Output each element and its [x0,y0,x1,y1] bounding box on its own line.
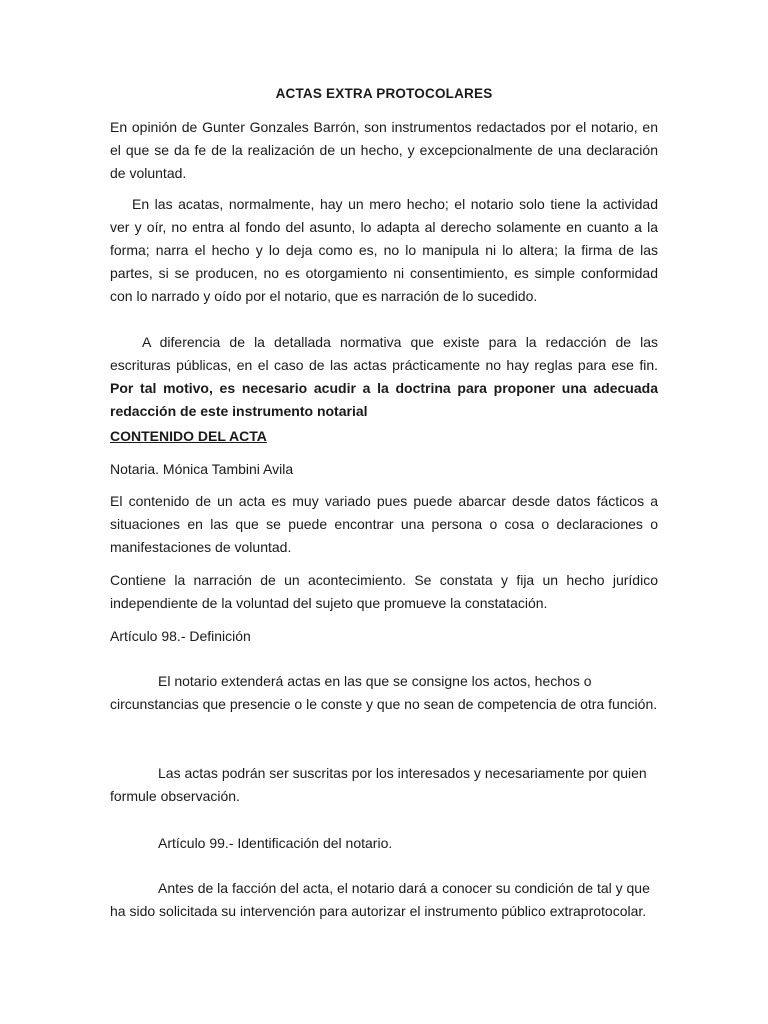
document-page [110,0,658,1024]
article-98-heading: Artículo 98.- Definición [110,628,251,644]
article-99-paragraph-1-text: Antes de la facción del acta, el notario dará a conocer su condición de tal y que ha sido solicitada su intervención para autorizar el instrumento público extraprotocolar. [110,880,650,919]
intro-text: En opinión de Gunter Gonzales Barrón, son instrumentos redactados por el notario, en el que se da fe de la realización de un hecho, y excepcionalmente de una declaración de voluntad. [110,119,658,181]
paragraph-4 [110,490,658,559]
paragraph-2-text: En las acatas, normalmente, hay un mero hecho; el notario solo tiene la actividad ver y oír, no entra al fondo del asunto, lo adapta al derecho solamente en cuanto a la forma; narra el hecho y lo deja como es, no lo manipula ni lo altera; la firma de las partes, si se producen, no es otorgamiento ni consentimiento, es simple conformidad con lo narrado y oído por el notario, que es narración de lo sucedido. [110,196,658,304]
article-99-paragraph-1 [110,877,658,923]
paragraph-3-normal-text: A diferencia de la detallada normativa que existe para la redacción de las escrituras públicas, en el caso de las actas prácticamente no hay reglas para ese fin. [110,334,658,373]
article-99-heading: Artículo 99.- Identificación del notario. [158,835,393,851]
paragraph-3 [110,331,658,423]
article-98-paragraph-1-text: El notario extenderá actas en las que se consigne los actos, hechos o circunstancias que presencie o le conste y que no sean de competencia de otra función. [110,673,658,712]
article-98-paragraph-2 [110,762,658,808]
author-line: Notaria. Mónica Tambini Avila [110,461,294,477]
article-98-paragraph-1 [110,670,658,716]
paragraph-3-bold-text: Por tal motivo, es necesario acudir a la doctrina para proponer una adecuada redacción de este instrumento notarial [110,380,658,419]
document-title: ACTAS EXTRA PROTOCOLARES [275,86,493,101]
paragraph-2 [110,193,658,308]
paragraph-5-text: Contiene la narración de un acontecimiento. Se constata y fija un hecho jurídico independiente de la voluntad del sujeto que promueve la constatación. [110,572,658,611]
section-heading-contenido: CONTENIDO DEL ACTA [110,428,267,444]
paragraph-4-text: El contenido de un acta es muy variado pues puede abarcar desde datos fácticos a situaciones en las que se puede encontrar una persona o cosa o declaraciones o manifestaciones de voluntad. [110,493,658,555]
article-98-paragraph-2-text: Las actas podrán ser suscritas por los interesados y necesariamente por quien formule observación. [110,765,647,804]
paragraph-5 [110,569,658,615]
intro-paragraph [110,116,658,185]
